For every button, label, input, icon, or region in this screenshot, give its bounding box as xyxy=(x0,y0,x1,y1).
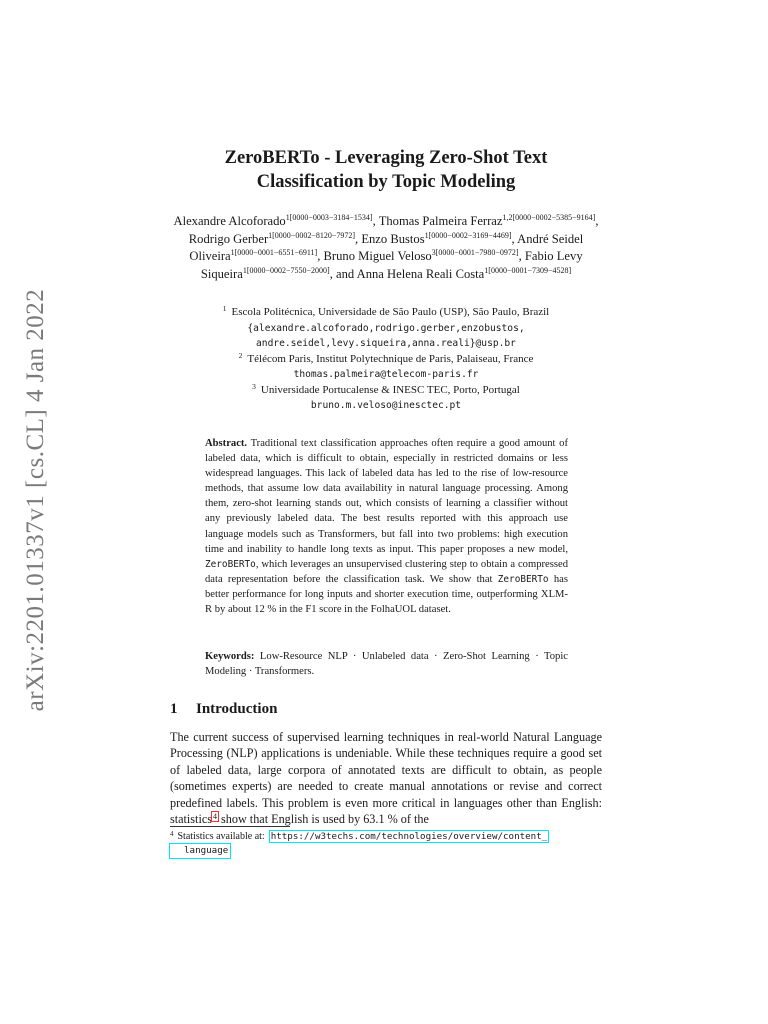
abstract-label: Abstract. xyxy=(205,438,248,449)
arxiv-side-identifier: arXiv:2201.01337v1 [cs.CL] 4 Jan 2022 xyxy=(22,288,49,712)
affiliation-2 xyxy=(162,352,610,368)
abstract-text-2: , which leverages an unsupervised clustering step to obtain a compressed data representation before the classification task. We show that xyxy=(205,558,568,585)
intro-paragraph xyxy=(170,729,602,827)
author-name: Alexandre Alcoforado xyxy=(173,214,286,228)
author-name: Fabio Levy Siqueira xyxy=(200,249,583,281)
author-orcid: 1[0000−0002−3169−4469] xyxy=(424,230,512,240)
abstract-text-3: has better performance for long inputs and shorter execution time, outperforming XLM-R by about 12 % in the F1 score in the FolhaUOL dataset. xyxy=(205,573,568,616)
author-orcid: 1[0000−0001−6551−6911] xyxy=(230,248,318,257)
author-orcid: 1[0000−0002−8120−7972] xyxy=(268,230,356,240)
affiliations xyxy=(162,305,610,414)
section-number: 1 xyxy=(170,701,178,717)
author-list: Alexandre Alcoforado$^{1[0000-0003-3184-1534]}$, Thomas Palmeira Ferraz$^{1,2[0000-0002-5385-9164]}$, Rodrigo Gerber$^{1[0000-0002-8120-7972]}$, Enzo Bustos$^{1[0000-0002-3169-4469]}$, André Seidel Oliveira$^{1[0000-0001-6551-6911]}$, Bruno Miguel Veloso$^{3[0000-0001-7980-0972]}$, Fabio Levy Siqueira$^{1[0000-0002-7550-2000]}$, and Anna Helena Reali Costa$^{1[0000-0001-7309-4528]}$ xyxy=(173,213,599,281)
author-name: and Anna Helena Reali Costa xyxy=(335,266,485,281)
footnote-url-link-continued[interactable]: language xyxy=(170,844,230,858)
footnote-mark: 4 xyxy=(170,830,174,838)
footnote-text: Statistics available at: xyxy=(177,831,265,842)
intro-text-2: show that English is used by 63.1 % of the xyxy=(221,812,429,827)
model-name: ZeroBERTo xyxy=(497,573,549,585)
affiliation-text: Universidade Portucalense & INESC TEC, Porto, Portugal xyxy=(260,383,520,396)
footnote-url-link[interactable]: https://w3techs.com/technologies/overview/content_ xyxy=(270,831,548,842)
affiliation-2-email: thomas.palmeira@telecom-paris.fr xyxy=(293,369,479,380)
footnote-divider xyxy=(170,826,290,827)
author-name: André Seidel Oliveira xyxy=(189,231,584,263)
section-title: Introduction xyxy=(196,701,278,717)
author-name: Thomas Palmeira Ferraz xyxy=(378,214,503,228)
affiliation-1 xyxy=(162,305,610,321)
affiliation-mark: 2 xyxy=(238,350,243,360)
keywords xyxy=(205,649,568,679)
affiliation-text: Escola Politécnica, Universidade de São Paulo (USP), São Paulo, Brazil xyxy=(231,306,550,318)
footnote xyxy=(170,830,604,858)
affiliation-3 xyxy=(162,383,610,399)
affiliation-mark: 3 xyxy=(252,381,256,391)
affiliation-1-emails-line-1: {alexandre.alcoforado,rodrigo.gerber,enzobustos, xyxy=(247,322,525,334)
keywords-text: Low-Resource NLP · Unlabeled data · Zero-Shot Learning · Topic Modeling · Transformers. xyxy=(205,651,568,678)
title-line-2: Classification by Topic Modeling xyxy=(256,172,516,192)
author-orcid: 1[0000−0002−7550−2000] xyxy=(242,265,330,275)
section-heading xyxy=(170,699,277,719)
abstract xyxy=(205,436,568,617)
author-orcid: 3[0000−0001−7980−0972] xyxy=(431,248,519,257)
affiliation-3-email: bruno.m.veloso@inesctec.pt xyxy=(310,400,462,411)
paper-title xyxy=(160,146,612,194)
model-name: ZeroBERTo xyxy=(205,558,256,570)
author-name: Rodrigo Gerber xyxy=(188,231,269,246)
author-orcid: 1,2[0000−0002−5385−9164] xyxy=(502,213,596,222)
intro-text-1: The current success of supervised learning techniques in real-world Natural Language Processing (NLP) applications is undeniable. While these techniques require a good set of labeled data, large corpora of annotated texts are difficult to obtain, as people (sometimes experts) are needed to create manual annotations or revise and correct predefined labels. This problem is even more critical in languages other than English: statistics xyxy=(170,730,602,827)
affiliation-1-emails-line-2: andre.seidel,levy.siqueira,anna.reali}@usp.br xyxy=(256,338,516,349)
title-line-1: ZeroBERTo - Leveraging Zero-Shot Text xyxy=(224,148,548,168)
author-name: Enzo Bustos xyxy=(361,231,425,246)
author-orcid: 1[0000−0003−3184−1534] xyxy=(285,213,373,222)
author-name: Bruno Miguel Veloso xyxy=(323,249,432,263)
keywords-label: Keywords: xyxy=(205,651,255,662)
affiliation-text: Télécom Paris, Institut Polytechnique de Paris, Palaiseau, France xyxy=(247,352,534,365)
author-orcid: 1[0000−0001−7309−4528] xyxy=(484,265,572,275)
affiliation-mark: 1 xyxy=(222,304,227,313)
abstract-text-1: Traditional text classification approaches often require a good amount of labeled data, which is difficult to obtain, especially in restricted domains or less widespread languages. This lack of labeled data has led to the rise of low-resource methods, that assume low data availability in natural language processing. Among them, zero-shot learning stands out, which consists of learning a classifier without any previously labeled data. The best results reported with this approach use language models such as Transformers, but fall into two problems: high execution time and inability to handle long texts as input. This paper proposes a new model, xyxy=(205,438,568,555)
footnote-reference-link[interactable]: 4 xyxy=(212,812,217,822)
